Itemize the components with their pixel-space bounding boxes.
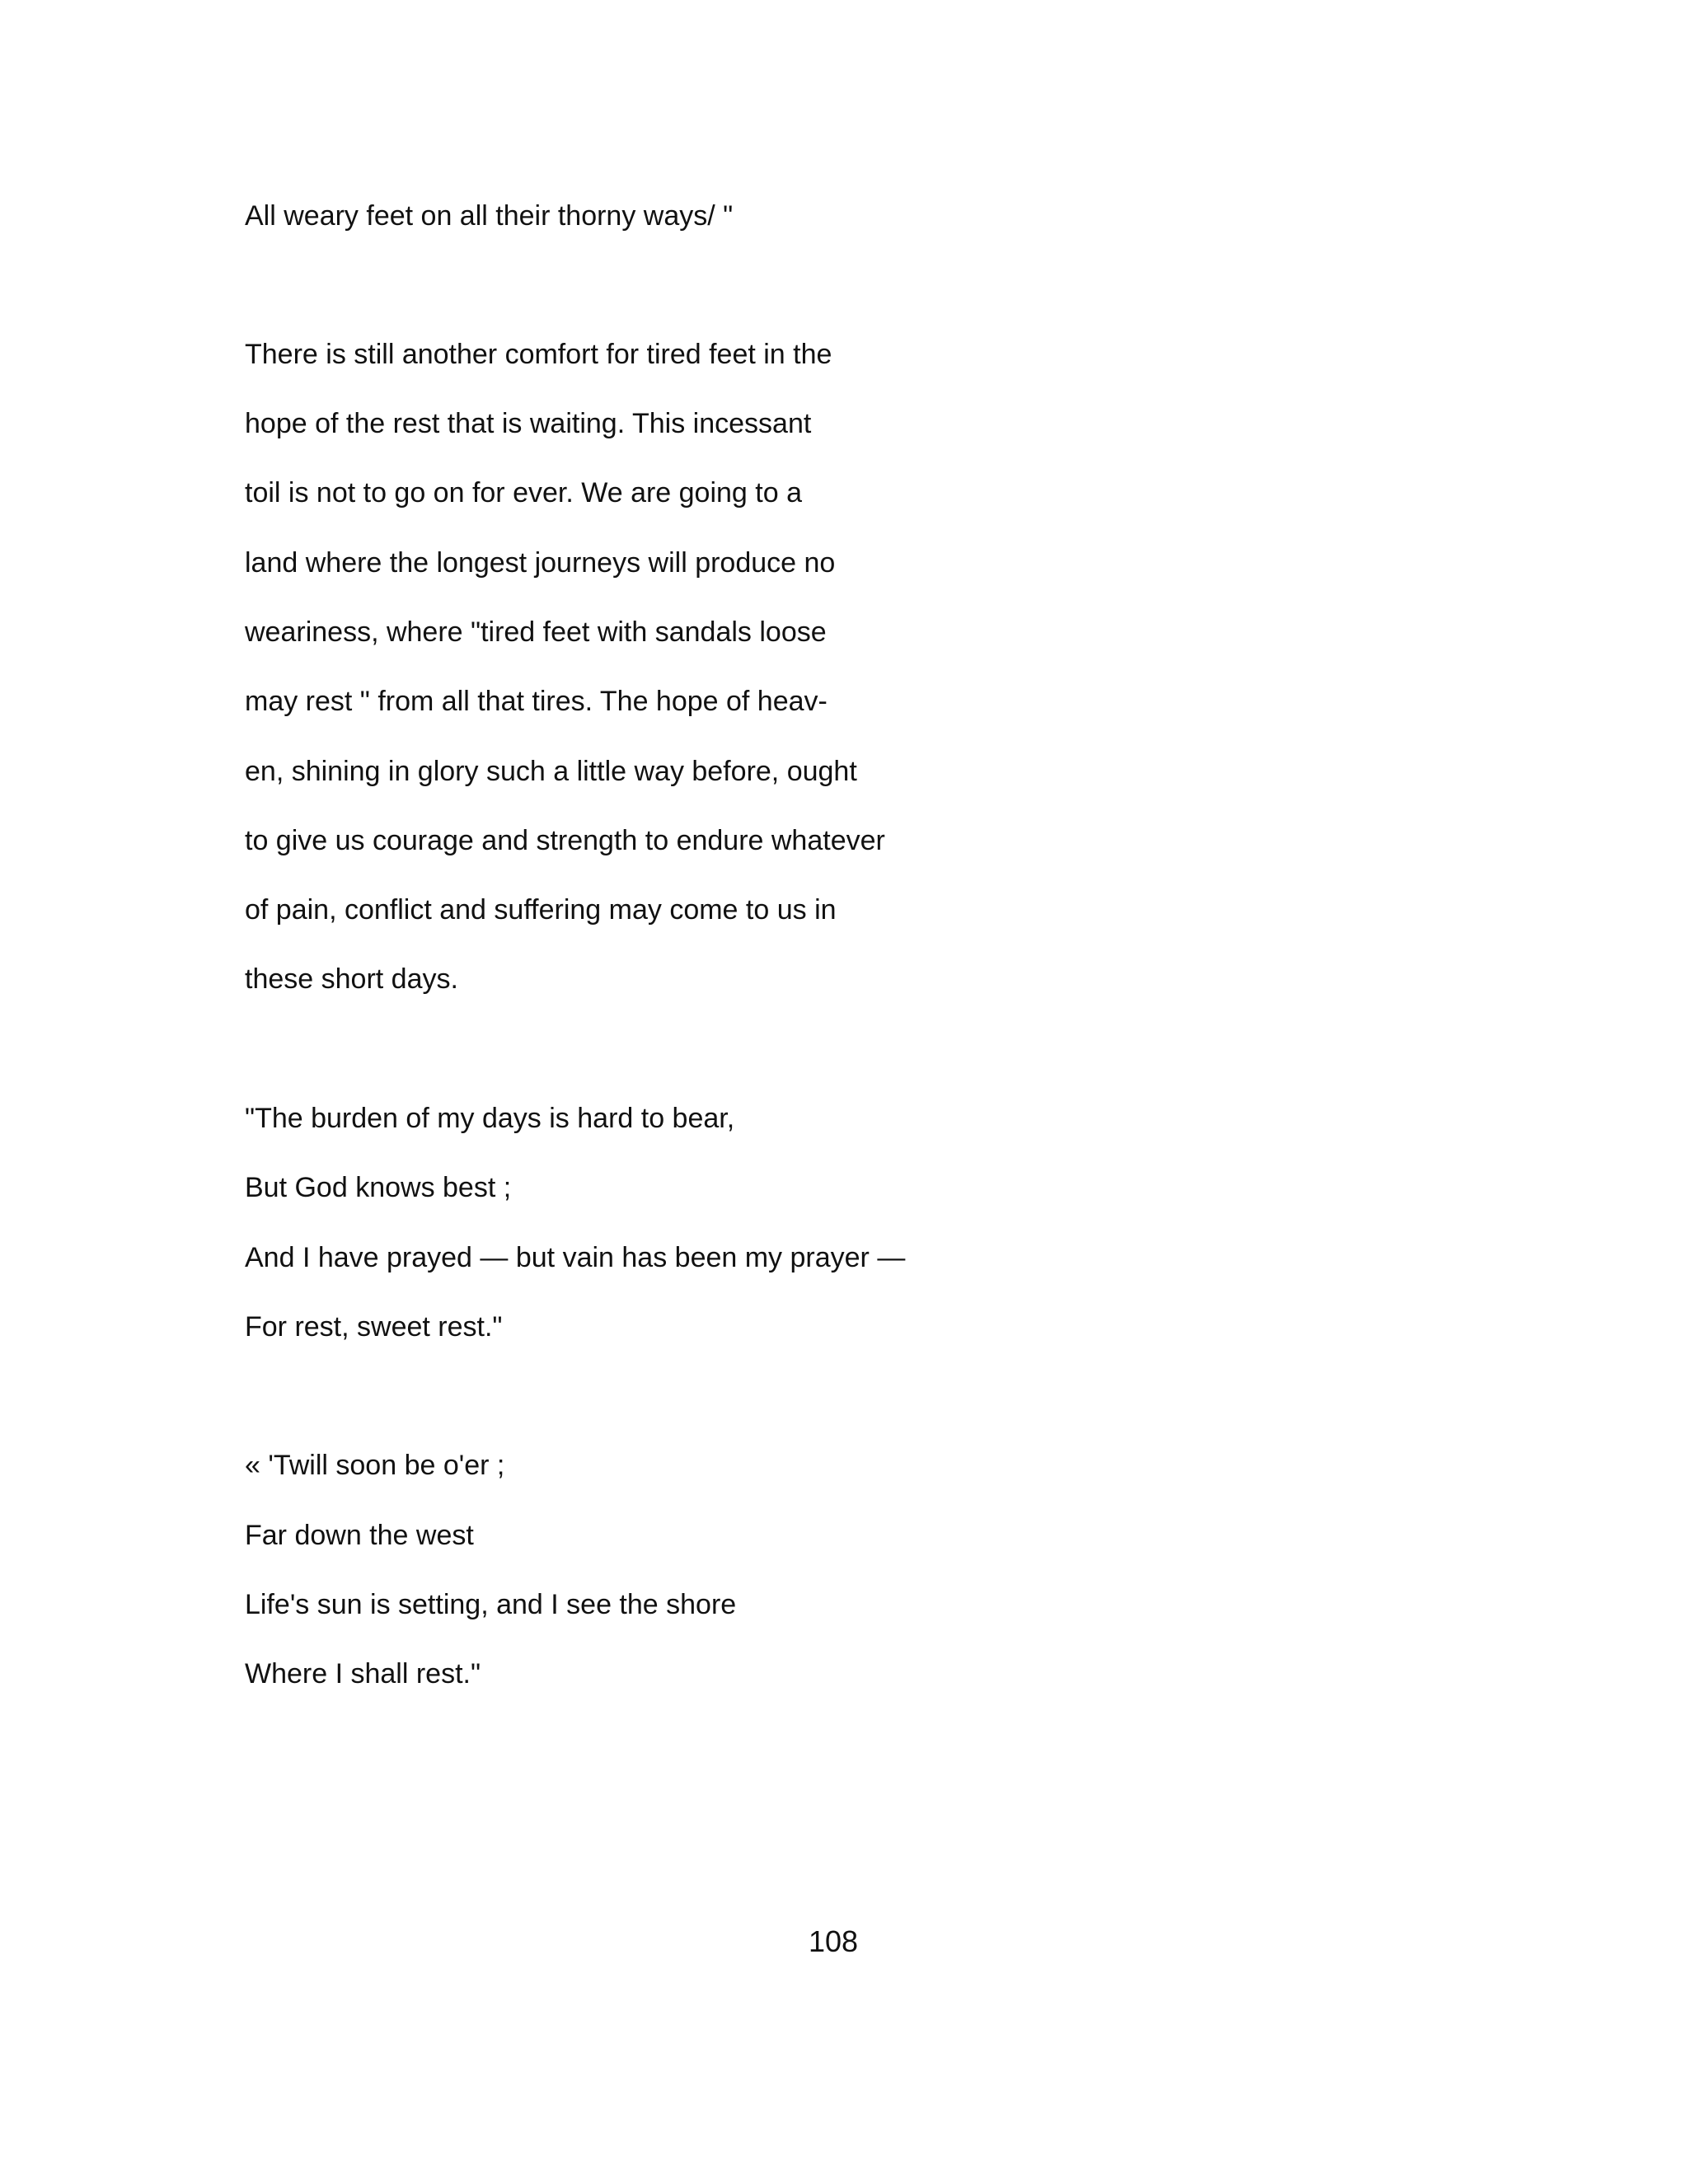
text-line: land where the longest journeys will produce no xyxy=(245,547,836,579)
text-line: may rest " from all that tires. The hope of heav- xyxy=(245,686,828,717)
poem-line: Where I shall rest." xyxy=(245,1658,481,1690)
poem-line: "The burden of my days is hard to bear, xyxy=(245,1103,735,1134)
poem-line: Far down the west xyxy=(245,1520,474,1551)
text-line: to give us courage and strength to endure whatever xyxy=(245,825,885,856)
poem-line: And I have prayed — but vain has been my prayer — xyxy=(245,1242,906,1273)
text-line: toil is not to go on for ever. We are going to a xyxy=(245,477,802,509)
text-line: en, shining in glory such a little way before, ought xyxy=(245,756,857,787)
text-line: weariness, where "tired feet with sandals loose xyxy=(245,616,827,648)
text-line: these short days. xyxy=(245,963,458,995)
poem-line: But God knows best ; xyxy=(245,1172,512,1203)
poem-line: « 'Twill soon be o'er ; xyxy=(245,1450,505,1481)
poem-line: For rest, sweet rest." xyxy=(245,1311,503,1343)
text-line: There is still another comfort for tired feet in the xyxy=(245,339,832,370)
text-line: of pain, conflict and suffering may come to us in xyxy=(245,894,837,926)
page-number: 108 xyxy=(808,1924,859,1958)
poem-line: Life's sun is setting, and I see the shore xyxy=(245,1589,737,1620)
text-line: All weary feet on all their thorny ways/ " xyxy=(245,200,734,232)
text-line: hope of the rest that is waiting. This incessant xyxy=(245,408,812,439)
